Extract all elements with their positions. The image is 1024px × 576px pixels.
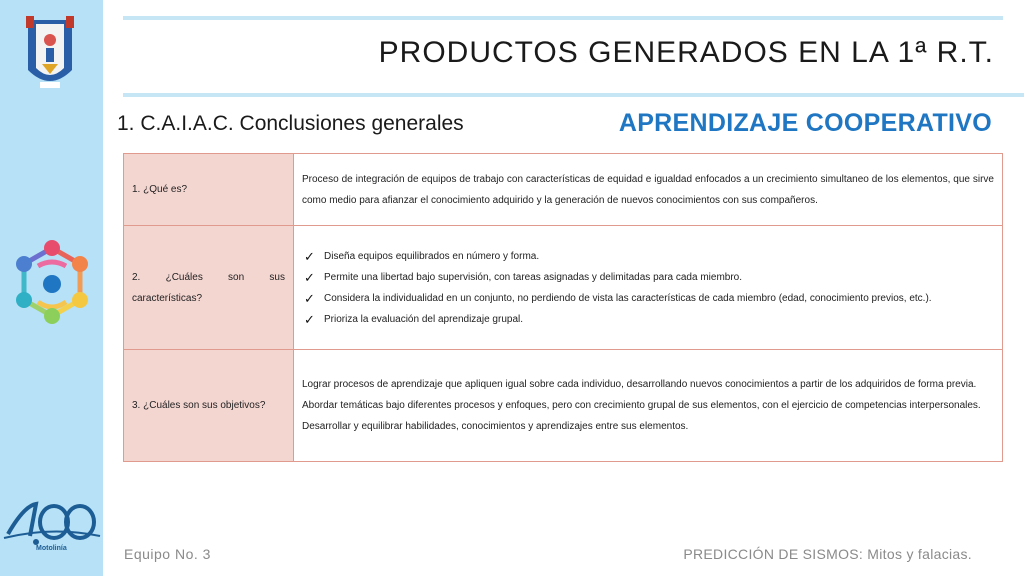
list-item: ✓ Permite una libertad bajo supervisión, con tareas asignadas y delimitadas para cada miembro. [302,267,994,288]
table-row [124,226,1003,350]
checkmark-icon: ✓ [304,269,315,285]
characteristics-list [302,246,994,330]
page-title: PRODUCTOS GENERADOS EN LA 1ª R.T. [378,36,994,69]
answer-cell [294,226,1003,350]
checkmark-icon: ✓ [304,290,315,306]
sidebar [0,0,103,576]
section-subtitle: 1. C.A.I.A.C. Conclusiones generales [117,112,464,135]
answer-cell [294,350,1003,462]
top-divider [123,16,1003,20]
footer-team: Equipo No. 3 [124,546,211,562]
checkmark-icon: ✓ [304,311,315,327]
title-divider [123,93,1024,97]
answer-cell: Proceso de integración de equipos de trabajo con características de equidad e igualdad enfocados a un crecimiento simultaneo de los elementos, que sirve como medio para afianzar el conocimiento adquirido y la generación de nuevos conocimientos con sus compañeros. [294,154,1003,226]
checkmark-icon: ✓ [304,248,315,264]
list-item: ✓ Prioriza la evaluación del aprendizaje grupal. [302,309,994,330]
objective-paragraph: Lograr procesos de aprendizaje que apliquen igual sobre cada individuo, desarrollando nuevos conocimientos a partir de los adquiridos de forma previa. [302,379,977,390]
question-cell: 3. ¿Cuáles son sus objetivos? [124,350,294,462]
colored-network-icon [8,236,96,336]
objective-paragraph: Abordar temáticas bajo diferentes procesos y enfoques, pero con crecimiento grupal de sus elementos, con el ejercicio de competencias interpersonales. [302,400,981,411]
list-item: ✓ Diseña equipos equilibrados en número y forma. [302,246,994,267]
topic-badge: APRENDIZAJE COOPERATIVO [618,109,992,137]
question-cell: 1. ¿Qué es? [124,154,294,226]
conclusions-table [123,153,1003,462]
table-row [124,350,1003,462]
university-crest-icon [22,14,78,94]
table-row [124,154,1003,226]
footer-topic: PREDICCIÓN DE SISMOS: Mitos y falacias. [683,546,972,562]
list-item: ✓ Considera la individualidad en un conjunto, no perdiendo de vista las características de cada miembro (edad, conocimiento previos, etc.). [302,288,994,309]
objective-paragraph: Desarrollar y equilibrar habilidades, conocimientos y aprendizajes entre sus elementos. [302,421,689,432]
logo-caption: Motolinía [36,545,67,552]
question-cell: 2. ¿Cuáles son sus características? [124,226,294,350]
